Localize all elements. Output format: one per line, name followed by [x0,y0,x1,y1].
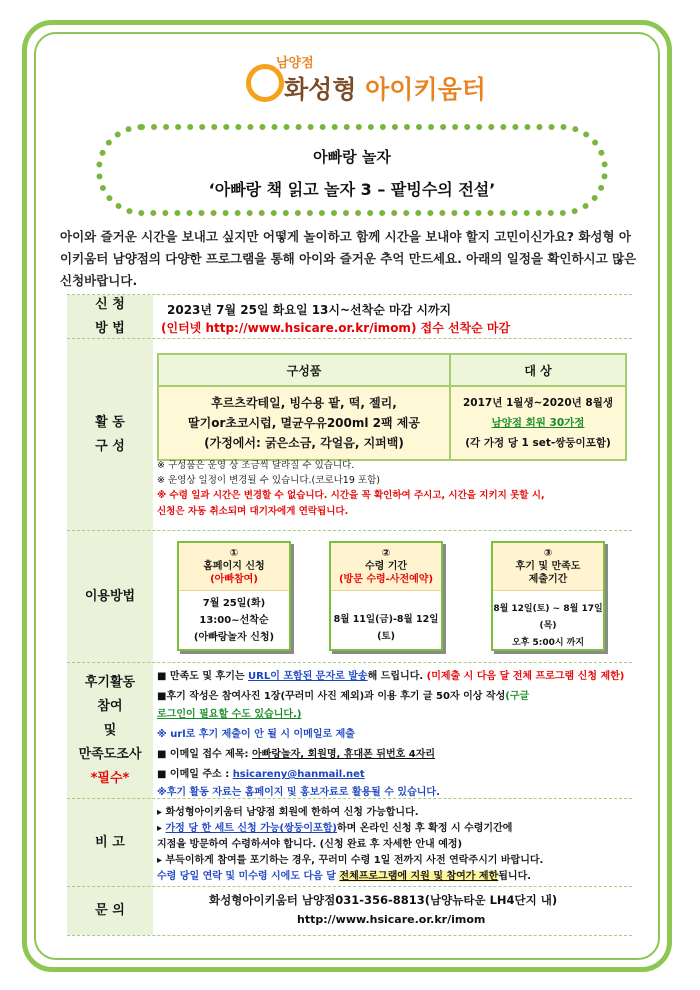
step-box-2 [329,541,443,651]
section-apply [67,294,632,339]
section-usage [67,530,632,663]
logo-name-part1: 화성형 [284,75,366,104]
apply-label: 신 청 방 법 [67,295,153,339]
logo-name [284,70,486,106]
review-label-5: *필수* [90,771,130,786]
apply-line2: (인터넷 http://www.hsicare.or.kr/imom) 접수 선착순 마감 [161,321,511,335]
step-3-sub: 제출기간 [528,574,568,585]
components-table [157,353,627,461]
review-row5: ■ 이메일 접수 제목: 아빠랑놀자, 회원명, 휴대폰 뒤번호 4자리 [157,749,436,760]
review-row3: 로그인이 필요할 수도 있습니다.) [157,709,302,720]
contact-label: 문 의 [67,887,153,935]
review-row6: ■ 이메일 주소 : hsicareny@hanmail.net [157,769,365,780]
step-2-line1: 8월 11일(금)-8월 12일(토) [333,614,439,642]
usage-label: 이용방법 [67,531,153,663]
step-box-3 [491,541,605,651]
remark-5: 수령 당일 연락 및 미수령 시에도 다음 달 전체프로그램에 지원 및 참여가 제한됩니다. [157,871,532,882]
step-2-sub: (방문 수령-사전예약) [338,574,434,585]
target-line3: (각 가정 당 1 set-쌍둥이포함) [465,437,611,449]
step-1-title: 홈페이지 신청 [203,561,265,572]
review-label-3: 및 [103,723,117,738]
remark-4: ▸ 부득이하게 참여를 포기하는 경우, 꾸러미 수령 1일 전까지 사전 연락주시기 바랍니다. [157,855,544,866]
note-3a: ※ 수령 일과 시간은 변경할 수 없습니다. 시간을 꼭 확인하여 주시고, 시간을 지키지 못할 시, [157,490,545,501]
table-header-target: 대 상 [450,354,626,386]
step-2-title: 수령 기간 [364,561,408,572]
title-line1: 아빠랑 놀자 [313,148,391,166]
section-contact [67,886,632,936]
review-label-1: 후기활동 [84,675,136,690]
items-cell [158,386,450,460]
email-link[interactable]: hsicareny@hanmail.net [232,769,365,780]
note-3b: 신청은 자동 취소되며 대기자에게 연락됩니다. [157,506,349,517]
remarks-label: 비 고 [67,799,153,887]
step-1-line2: 13:00~선착순 [199,615,269,626]
activity-label: 활 동 구 성 [67,339,153,531]
step-3-title: 후기 및 만족도 [515,561,581,572]
logo [246,52,496,114]
apply-line1: 2023년 7월 25일 화요일 13시~선착순 마감 시까지 [167,303,452,317]
logo-branch: 남양점 [276,56,314,71]
step-1-line3: (아빠랑놀자 신청) [193,632,275,643]
step-2-num: ② [381,548,391,559]
review-row2: ■후기 작성은 참여사진 1장(꾸러미 사진 제외)과 이용 후기 글 50자 이상 작성(구글 [157,691,530,702]
section-remarks [67,798,632,887]
section-review [67,662,632,799]
step-1-sub: (아빠참여) [210,574,258,585]
title-line2: ‘아빠랑 책 읽고 놀자 3 – 팥빙수의 전설’ [208,180,496,199]
review-label-4: 만족도조사 [78,747,142,762]
section-activity [67,338,632,531]
target-line2: 남양점 회원 30가정 [491,417,585,429]
step-3-num: ③ [543,548,553,559]
remark-2: ▸ 가정 당 한 세트 신청 가능(쌍둥이포함)하며 온라인 신청 후 확정 시 수령기간에 [157,823,513,834]
contact-url[interactable]: http://www.hsicare.or.kr/imom [297,913,486,926]
review-label-2: 참여 [97,699,123,714]
table-header-items: 구성품 [158,354,450,386]
title-box [96,124,608,216]
remark-3: 지점을 방문하여 수령하셔야 합니다. (신청 완료 후 자세한 안내 예정) [157,839,463,850]
target-cell [450,386,626,460]
remark-1: ▸ 화성형아이키움터 남양점 회원에 한하여 신청 가능합니다. [157,807,419,818]
review-row7: ※후기 활동 자료는 홈페이지 및 홍보자료로 활용될 수 있습니다. [157,787,440,798]
items-line3: (가정에서: 굵은소금, 각얼음, 지퍼백) [204,436,404,450]
items-line2: 딸기or초코시럽, 멸균우유200ml 2팩 제공 [188,416,420,430]
contact-line1: 화성형아이키움터 남양점031-356-8813(남양뉴타운 LH4단지 내) [209,893,558,907]
step-1-line1: 7월 25일(화) [202,598,266,609]
review-row1: ■ 만족도 및 후기는 URL이 포함된 문자로 발송해 드립니다. (미제출 시 다음 달 전체 프로그램 신청 제한) [157,671,625,682]
note-1: ※ 구성품은 운영 상 조금씩 달라질 수 있습니다. [157,460,355,471]
review-label [67,663,153,799]
items-line1: 후르츠칵테일, 빙수용 팥, 떡, 젤리, [211,396,397,410]
intro-text: 아이와 즐거운 시간을 보내고 싶지만 어떻게 놀이하고 함께 시간을 보내야 할지 고민이신가요? 화성형 아이키움터 남양점의 다양한 프로그램을 통해 아이와 즐거운 추억 만드세요. 아래의 일정을 확인하시고 많은 신청바랍니다. [60,229,637,288]
target-line1: 2017년 1월생~2020년 8월생 [462,397,614,409]
step-box-1 [177,541,291,651]
step-1-num: ① [229,548,239,559]
step-3-line2: 오후 5:00시 까지 [511,638,585,648]
logo-name-part2: 아이키움터 [365,75,486,104]
step-3-line1: 8월 12일(토) ~ 8월 17일(목) [493,604,603,631]
note-2: ※ 운영상 일정이 변경될 수 있습니다.(코로나19 포함) [157,475,380,486]
review-row4: ※ url로 후기 제출이 안 될 시 이메일로 제출 [157,729,355,740]
